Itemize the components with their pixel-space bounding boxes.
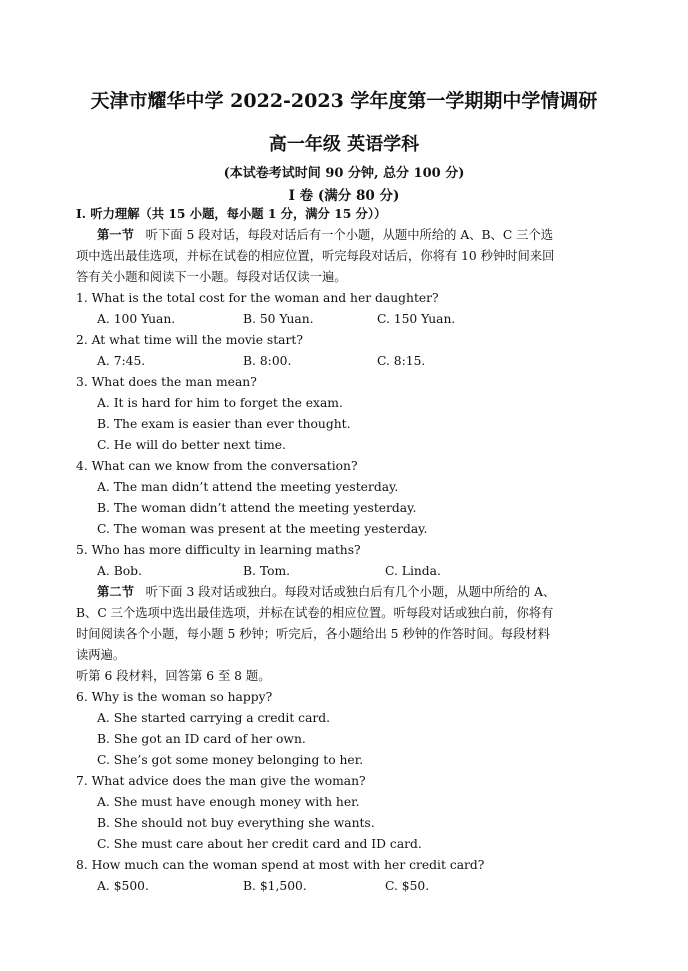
option-a: A. The man didn’t attend the meeting yesterday.	[97, 480, 399, 494]
question-stem: 3. What does the man mean?	[76, 375, 257, 389]
option-c: C. She must care about her credit card and ID card.	[97, 837, 422, 851]
option-b: B. $1,500.	[243, 879, 307, 893]
option-c: C. 8:15.	[377, 354, 426, 368]
question-stem: 6. Why is the woman so happy?	[76, 690, 273, 704]
option-c: C. She’s got some money belonging to her.	[97, 753, 364, 767]
part1-instructions-line2: 项中选出最佳选项，并标在试卷的相应位置，听完每段对话后，你将有 10 秒钟时间来回	[76, 249, 555, 263]
option-c: C. Linda.	[385, 564, 441, 578]
school-title: 天津市耀华中学 2022-2023 学年度第一学期期中学情调研	[90, 90, 598, 112]
option-b: B. The exam is easier than ever thought.	[97, 417, 351, 431]
option-a: A. $500.	[97, 879, 149, 893]
option-b: B. She should not buy everything she wants.	[97, 816, 375, 830]
option-b: B. 8:00.	[243, 354, 292, 368]
option-a: A. Bob.	[97, 564, 142, 578]
option-b: B. Tom.	[243, 564, 291, 578]
option-c: C. He will do better next time.	[97, 438, 286, 452]
part2-instructions-line4: 读两遍。	[76, 648, 126, 662]
part-one-title: I 卷 (满分 80 分)	[288, 188, 400, 204]
question-stem: 8. How much can the woman spend at most with her credit card?	[76, 858, 485, 872]
part2-instructions-line1	[97, 583, 555, 601]
part2-instructions-line2: B、C 三个选项中选出最佳选项，并标在试卷的相应位置。听每段对话或独白前，你将有	[76, 606, 554, 620]
option-c: C. The woman was present at the meeting yesterday.	[97, 522, 428, 536]
option-a: A. She must have enough money with her.	[97, 795, 360, 809]
option-b: B. 50 Yuan.	[243, 312, 314, 326]
question-stem: 1. What is the total cost for the woman and her daughter?	[76, 291, 439, 305]
material-note: 听第 6 段材料，回答第 6 至 8 题。	[76, 669, 271, 683]
option-a: A. 100 Yuan.	[97, 312, 176, 326]
part1-label: 第一节	[97, 227, 134, 242]
part2-instructions-line3: 时间阅读各个小题，每小题 5 秒钟；听完后，各小题给出 5 秒钟的作答时间。每段材料	[76, 627, 550, 641]
option-b: B. She got an ID card of her own.	[97, 732, 306, 746]
part2-label: 第二节	[97, 584, 134, 599]
part1-instructions-line1	[97, 226, 553, 244]
option-c: C. 150 Yuan.	[377, 312, 456, 326]
question-stem: 2. At what time will the movie start?	[76, 333, 303, 347]
question-stem: 4. What can we know from the conversation?	[76, 459, 358, 473]
question-stem: 7. What advice does the man give the woman?	[76, 774, 366, 788]
part2-text-1: 听下面 3 段对话或独白。每段对话或独白后有几个小题，从题中所给的 A、	[145, 585, 556, 599]
grade-subject-title: 高一年级 英语学科	[268, 134, 420, 155]
part1-text-1: 听下面 5 段对话，每段对话后有一个小题，从题中所给的 A、B、C 三个选	[145, 228, 554, 242]
option-b: B. The woman didn’t attend the meeting yesterday.	[97, 501, 417, 515]
option-c: C. $50.	[385, 879, 430, 893]
question-stem: 5. Who has more difficulty in learning maths?	[76, 543, 361, 557]
option-a: A. She started carrying a credit card.	[97, 711, 331, 725]
part1-instructions-line3: 答有关小题和阅读下一小题。每段对话仅读一遍。	[76, 270, 347, 284]
option-a: A. 7:45.	[97, 354, 146, 368]
time-note: (本试卷考试时间 90 分钟, 总分 100 分)	[223, 166, 465, 181]
option-a: A. It is hard for him to forget the exam.	[97, 396, 343, 410]
section-heading: I. 听力理解（共 15 小题，每小题 1 分，满分 15 分））	[76, 206, 387, 221]
